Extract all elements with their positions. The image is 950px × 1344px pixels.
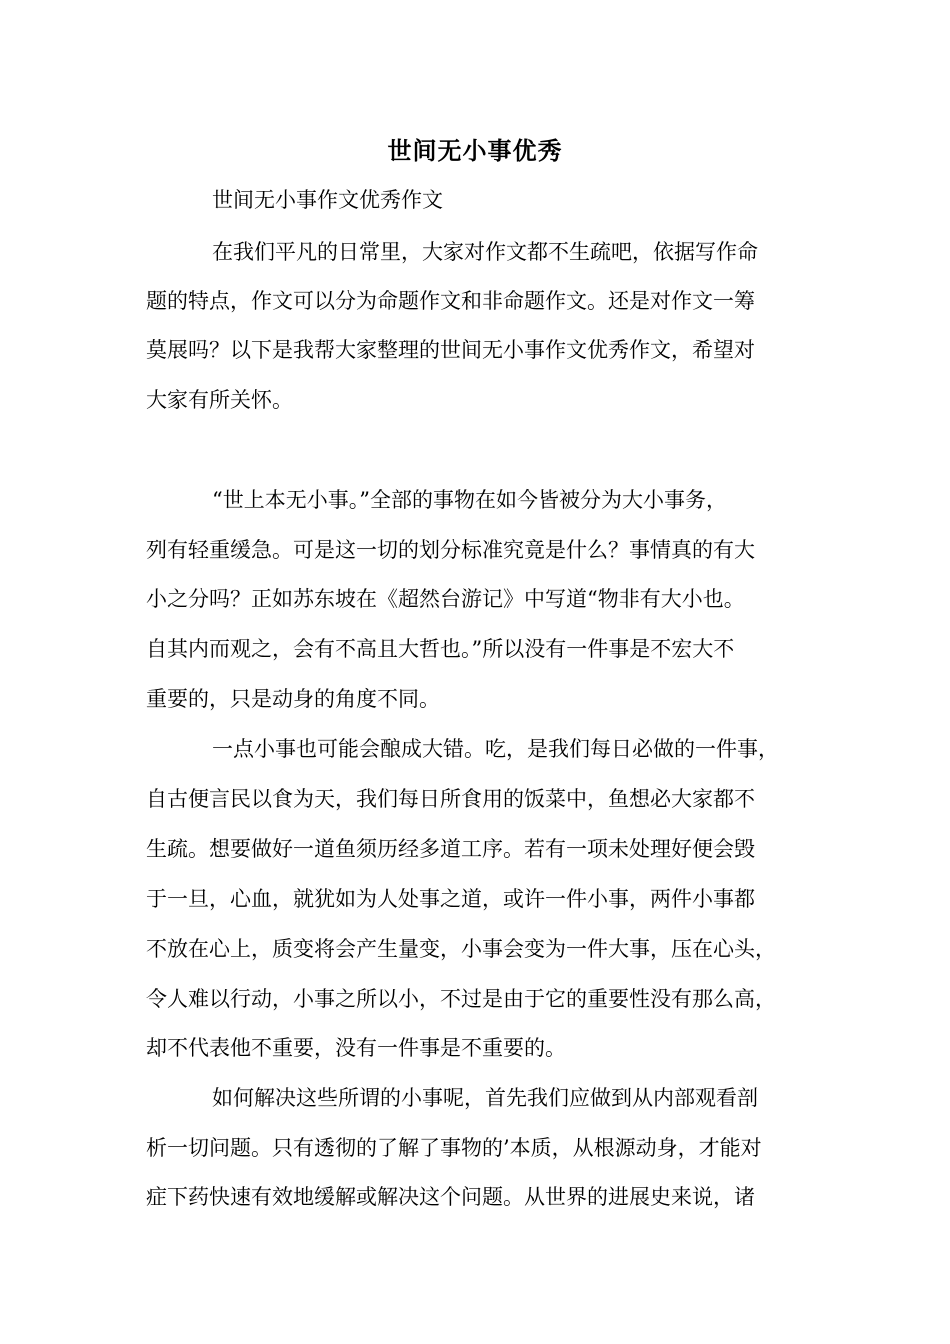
paragraph-line: 重要的，只是动身的角度不同。 [146,687,440,711]
paragraph-line: 一点小事也可能会酿成大错。吃，是我们每日必做的一件事， [212,737,779,761]
paragraph-line: 如何解决这些所谓的小事呢，首先我们应做到从内部观看剖 [212,1086,758,1110]
paragraph-line: 令人难以行动，小事之所以小，不过是由于它的重要性没有那么高， [146,987,776,1011]
paragraph-line: 症下药快速有效地缓解或解决这个问题。从世界的进展史来说，诸 [146,1185,755,1209]
paragraph-line: 自其内而观之，会有不高且大哲也。”所以没有一件事是不宏大不 [146,637,735,661]
paragraph-line: 于一旦，心血，就犹如为人处事之道，或许一件小事，两件小事都 [146,887,755,911]
paragraph-line: 生疏。想要做好一道鱼须历经多道工序。若有一项未处理好便会毁 [146,837,755,861]
paragraph-line: “世上本无小事。”全部的事物在如今皆被分为大小事务， [212,488,727,512]
paragraph-line: 自古便言民以食为天，我们每日所食用的饭菜中，鱼想必大家都不 [146,787,755,811]
paragraph-line: 却不代表他不重要，没有一件事是不重要的。 [146,1036,566,1060]
paragraph-line: 析一切问题。只有透彻的了解了事物的’本质，从根源动身，才能对 [146,1136,762,1160]
paragraph-line: 不放在心上，质变将会产生量变，小事会变为一件大事，压在心头， [146,937,776,961]
paragraph-line: 小之分吗？正如苏东坡在《超然台游记》中写道“物非有大小也。 [146,587,745,611]
paragraph-line: 题的特点，作文可以分为命题作文和非命题作文。还是对作文一筹 [146,289,755,313]
paragraph-line: 大家有所关怀。 [146,388,293,412]
paragraph-line: 列有轻重缓急。可是这一切的划分标准究竟是什么？事情真的有大 [146,538,755,562]
document-title: 世间无小事优秀 [387,136,563,165]
document-subtitle: 世间无小事作文优秀作文 [212,188,443,212]
paragraph-line: 莫展吗？以下是我帮大家整理的世间无小事作文优秀作文，希望对 [146,338,755,362]
paragraph-line: 在我们平凡的日常里，大家对作文都不生疏吧，依据写作命 [212,240,758,264]
